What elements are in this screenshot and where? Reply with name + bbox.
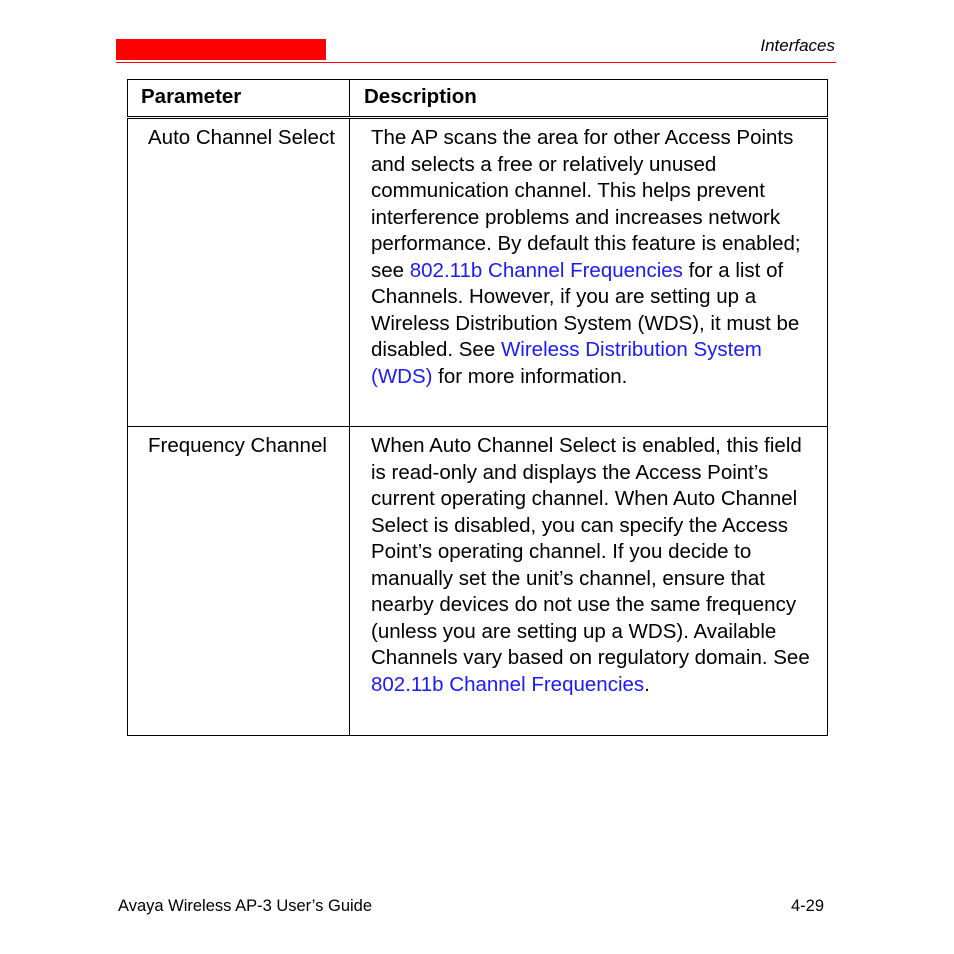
table-row [128,427,828,736]
column-header-parameter: Parameter [128,80,350,118]
parameter-description: When Auto Channel Select is enabled, this field is read-only and displays the Access Point’s current operating channel. When Auto Channel Select is disabled, you can specify the Access Point’s operating channel. If you decide to manually set the unit’s channel, ensure that nearby devices do not use the same frequency (unless you are setting up a WDS). Available Channels vary based on regulatory domain. See 802.11b Channel Frequencies. [350,427,828,736]
link-wds[interactable]: Wireless Distribution System (WDS) [371,338,762,388]
section-title: Interfaces [760,36,835,55]
parameter-name: Frequency Channel [128,427,350,736]
parameter-name: Auto Channel Select [128,118,350,427]
footer-page-number: 4-29 [790,897,824,915]
header-rule [116,62,836,63]
header-accent-bar [116,39,326,60]
link-channel-frequencies[interactable]: 802.11b Channel Frequencies [409,258,683,282]
footer-guide-title: Avaya Wireless AP-3 User’s Guide [118,897,373,915]
table-row [128,118,828,427]
table-header-row [128,80,828,118]
column-header-description: Description [350,80,828,118]
parameter-table [127,79,828,736]
link-channel-frequencies[interactable]: 802.11b Channel Frequencies [371,672,645,696]
parameter-description: The AP scans the area for other Access Points and selects a free or relatively unused communication channel. This helps prevent interference problems and increases network performance. By default this feature is enabled; see 802.11b Channel Frequencies for a list of Channels. However, if you are setting up a Wireless Distribution System (WDS), it must be disabled. See Wireless Distribution System (WDS) for more information. [350,118,828,427]
